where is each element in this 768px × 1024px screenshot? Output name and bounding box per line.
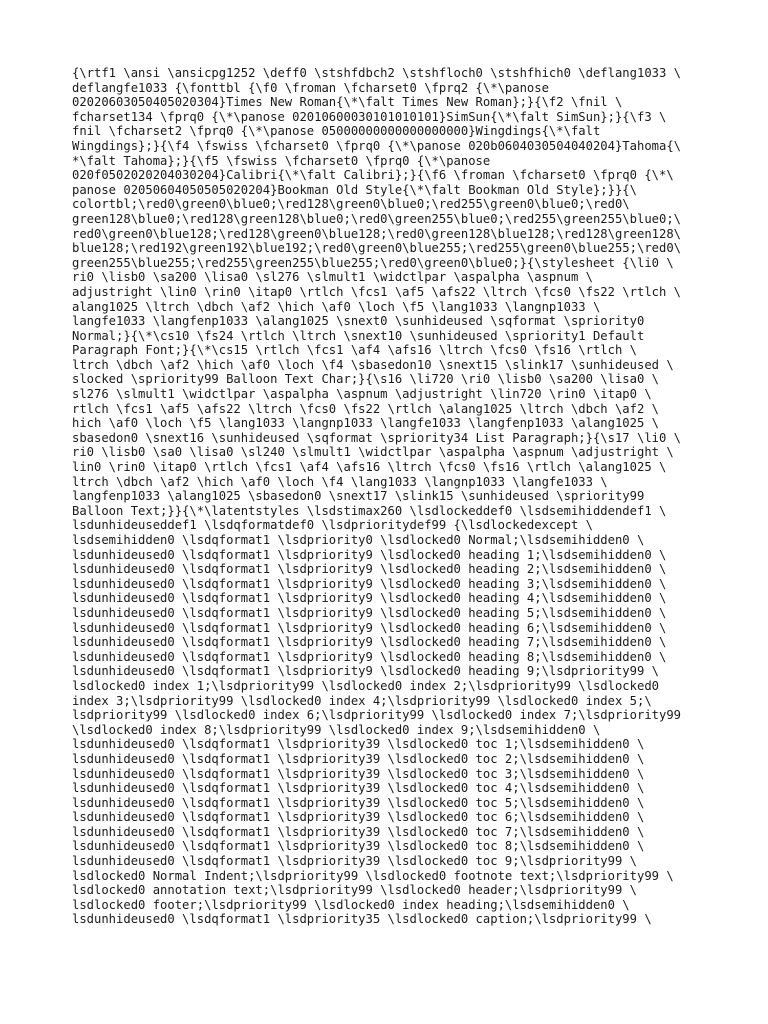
text-line: lsdpriority99 \lsdlocked0 index 6;\lsdpriority99 \lsdlocked0 index 7;\lsdpriority99 [72,708,682,723]
text-line: ltrch \dbch \af2 \hich \af0 \loch \f4 \sbasedon10 \snext15 \slink17 \sunhideused \ [72,357,674,372]
text-line: lsdunhideused0 \lsdqformat1 \lsdpriority35 \lsdlocked0 caption;\lsdpriority99 \ [72,912,652,927]
text-line: lsdunhideused0 \lsdqformat1 \lsdpriority39 \lsdlocked0 toc 4;\lsdsemihidden0 \ [72,781,645,796]
text-line: panose 02050604050505020204}Bookman Old Style{\*\falt Bookman Old Style};}}{\ [72,182,637,197]
text-line: fcharset134 \fprq0 {\*\panose 02010600030101010101}SimSun{\*\falt SimSun};}{\f3 \ [72,109,667,124]
text-line: langfenp1033 \alang1025 \sbasedon0 \snext17 \slink15 \sunhideused \spriority99 [72,489,645,504]
text-line: lsdunhideused0 \lsdqformat1 \lsdpriority9 \lsdlocked0 heading 4;\lsdsemihidden0 \ [72,591,667,606]
text-line: lsdlocked0 annotation text;\lsdpriority99 \lsdlocked0 header;\lsdpriority99 \ [72,883,637,898]
text-line: ri0 \lisb0 \sa0 \lisa0 \sl240 \slmult1 \widctlpar \aspalpha \aspnum \adjustright \ [72,445,674,460]
text-line: alang1025 \ltrch \dbch \af2 \hich \af0 \loch \f5 \lang1033 \langnp1033 \ [72,299,601,314]
text-line: Normal;}{\*\cs10 \fs24 \rtlch \ltrch \snext10 \sunhideused \spriority1 Default [72,328,645,343]
text-line: Balloon Text;}}{\*\latentstyles \lsdstimax260 \lsdlockeddef0 \lsdsemihiddendef1 \ [72,503,667,518]
text-line: lsdlocked0 Normal Indent;\lsdpriority99 \lsdlocked0 footnote text;\lsdpriority99 \ [72,868,674,883]
text-line: lsdunhideused0 \lsdqformat1 \lsdpriority9 \lsdlocked0 heading 5;\lsdsemihidden0 \ [72,605,667,620]
text-line: lsdunhideused0 \lsdqformat1 \lsdpriority9 \lsdlocked0 heading 1;\lsdsemihidden0 \ [72,547,667,562]
text-line: lsdlocked0 footer;\lsdpriority99 \lsdlocked0 index heading;\lsdsemihidden0 \ [72,897,630,912]
text-line: lsdunhideused0 \lsdqformat1 \lsdpriority39 \lsdlocked0 toc 7;\lsdsemihidden0 \ [72,824,645,839]
text-line: deflangfe1033 {\fonttbl {\f0 \froman \fcharset0 \fprq2 {\*\panose [72,80,549,95]
text-line: lsdunhideused0 \lsdqformat1 \lsdpriority9 \lsdlocked0 heading 9;\lsdpriority99 \ [72,664,659,679]
text-line: lsdunhideused0 \lsdqformat1 \lsdpriority39 \lsdlocked0 toc 6;\lsdsemihidden0 \ [72,810,645,825]
text-line: lsdunhideused0 \lsdqformat1 \lsdpriority9 \lsdlocked0 heading 2;\lsdsemihidden0 \ [72,562,667,577]
text-line: lsdunhideused0 \lsdqformat1 \lsdpriority39 \lsdlocked0 toc 2;\lsdsemihidden0 \ [72,751,645,766]
text-line: Paragraph Font;}{\*\cs15 \rtlch \fcs1 \af4 \afs16 \ltrch \fcs0 \fs16 \rtlch \ [72,343,637,358]
text-line: lsdunhideused0 \lsdqformat1 \lsdpriority9 \lsdlocked0 heading 6;\lsdsemihidden0 \ [72,620,667,635]
text-line: ri0 \lisb0 \sa200 \lisa0 \sl276 \slmult1 \widctlpar \aspalpha \aspnum \ [72,270,593,285]
text-line: lsdunhideused0 \lsdqformat1 \lsdpriority39 \lsdlocked0 toc 1;\lsdsemihidden0 \ [72,737,645,752]
text-line: adjustright \lin0 \rin0 \itap0 \rtlch \fcs1 \af5 \afs22 \ltrch \fcs0 \fs22 \rtlch \ [72,284,682,299]
text-line: lsdsemihidden0 \lsdqformat1 \lsdpriority0 \lsdlocked0 Normal;\lsdsemihidden0 \ [72,533,645,547]
text-line: index 3;\lsdpriority99 \lsdlocked0 index 4;\lsdpriority99 \lsdlocked0 index 5;\ [72,693,652,708]
text-line: blue128;\red192\green192\blue192;\red0\green0\blue255;\red255\green0\blue255;\red0\ [72,241,682,256]
text-line: lsdunhideused0 \lsdqformat1 \lsdpriority39 \lsdlocked0 toc 3;\lsdsemihidden0 \ [72,766,645,781]
text-line: lsdunhideuseddef1 \lsdqformatdef0 \lsdprioritydef99 {\lsdlockedexcept \ [72,518,593,533]
text-line: colortbl;\red0\green0\blue0;\red128\green0\blue0;\red255\green0\blue0;\red0\ [72,197,630,212]
text-line: lsdunhideused0 \lsdqformat1 \lsdpriority39 \lsdlocked0 toc 9;\lsdpriority99 \ [72,854,637,869]
text-line: Wingdings};}{\f4 \fswiss \fcharset0 \fprq0 {\*\panose 020b0604030504040204}Tahoma{\ [72,138,682,153]
text-line: lsdunhideused0 \lsdqformat1 \lsdpriority9 \lsdlocked0 heading 7;\lsdsemihidden0 \ [72,635,667,650]
text-line: \lsdlocked0 index 8;\lsdpriority99 \lsdlocked0 index 9;\lsdsemihidden0 \ [72,722,601,737]
text-line: hich \af0 \loch \f5 \lang1033 \langnp1033 \langfe1033 \langfenp1033 \alang1025 \ [72,416,659,431]
text-line: sbasedon0 \snext16 \sunhideused \sqformat \spriority34 List Paragraph;}{\s17 \li0 \ [72,430,682,445]
text-line: rtlch \fcs1 \af5 \afs22 \ltrch \fcs0 \fs22 \rtlch \alang1025 \ltrch \dbch \af2 \ [72,401,659,416]
text-line: ltrch \dbch \af2 \hich \af0 \loch \f4 \lang1033 \langnp1033 \langfe1033 \ [72,474,608,489]
text-line: fnil \fcharset2 \fprq0 {\*\panose 05000000000000000000}Wingdings{\*\falt [72,124,601,139]
text-line: langfe1033 \langfenp1033 \alang1025 \snext0 \sunhideused \sqformat \spriority0 [72,314,645,329]
text-line: lsdunhideused0 \lsdqformat1 \lsdpriority9 \lsdlocked0 heading 3;\lsdsemihidden0 \ [72,576,667,591]
text-line: lsdunhideused0 \lsdqformat1 \lsdpriority39 \lsdlocked0 toc 8;\lsdsemihidden0 \ [72,839,645,854]
text-line: green128\blue0;\red128\green128\blue0;\red0\green255\blue0;\red255\green255\blue0;\ [72,211,682,226]
text-line: lsdunhideused0 \lsdqformat1 \lsdpriority39 \lsdlocked0 toc 5;\lsdsemihidden0 \ [72,795,645,810]
text-line: lsdunhideused0 \lsdqformat1 \lsdpriority9 \lsdlocked0 heading 8;\lsdsemihidden0 \ [72,649,667,664]
text-line: sl276 \slmult1 \widctlpar \aspalpha \aspnum \adjustright \lin720 \rin0 \itap0 \ [72,387,652,402]
rtf-source-text [72,66,712,927]
text-line: slocked \spriority99 Balloon Text Char;}{\s16 \li720 \ri0 \lisb0 \sa200 \lisa0 \ [72,372,659,387]
text-line: lin0 \rin0 \itap0 \rtlch \fcs1 \af4 \afs16 \ltrch \fcs0 \fs16 \rtlch \alang1025 \ [72,460,667,475]
text-line: green255\blue255;\red255\green255\blue255;\red0\green0\blue0;}{\stylesheet {\li0 \ [72,255,674,270]
text-line: *\falt Tahoma};}{\f5 \fswiss \fcharset0 \fprq0 {\*\panose [72,153,491,168]
text-line: 020f0502020204030204}Calibri{\*\falt Calibri};}{\f6 \froman \fcharset0 \fprq0 {\*\ [72,168,674,183]
text-line: lsdlocked0 index 1;\lsdpriority99 \lsdlocked0 index 2;\lsdpriority99 \lsdlocked0 [72,678,659,693]
text-line: {\rtf1 \ansi \ansicpg1252 \deff0 \stshfdbch2 \stshfloch0 \stshfhich0 \deflang1033 \ [72,66,682,80]
text-line: 02020603050405020304}Times New Roman{\*\falt Times New Roman};}{\f2 \fnil \ [72,95,623,110]
text-line: red0\green0\blue128;\red128\green0\blue128;\red0\green128\blue128;\red128\green128\ [72,226,682,241]
